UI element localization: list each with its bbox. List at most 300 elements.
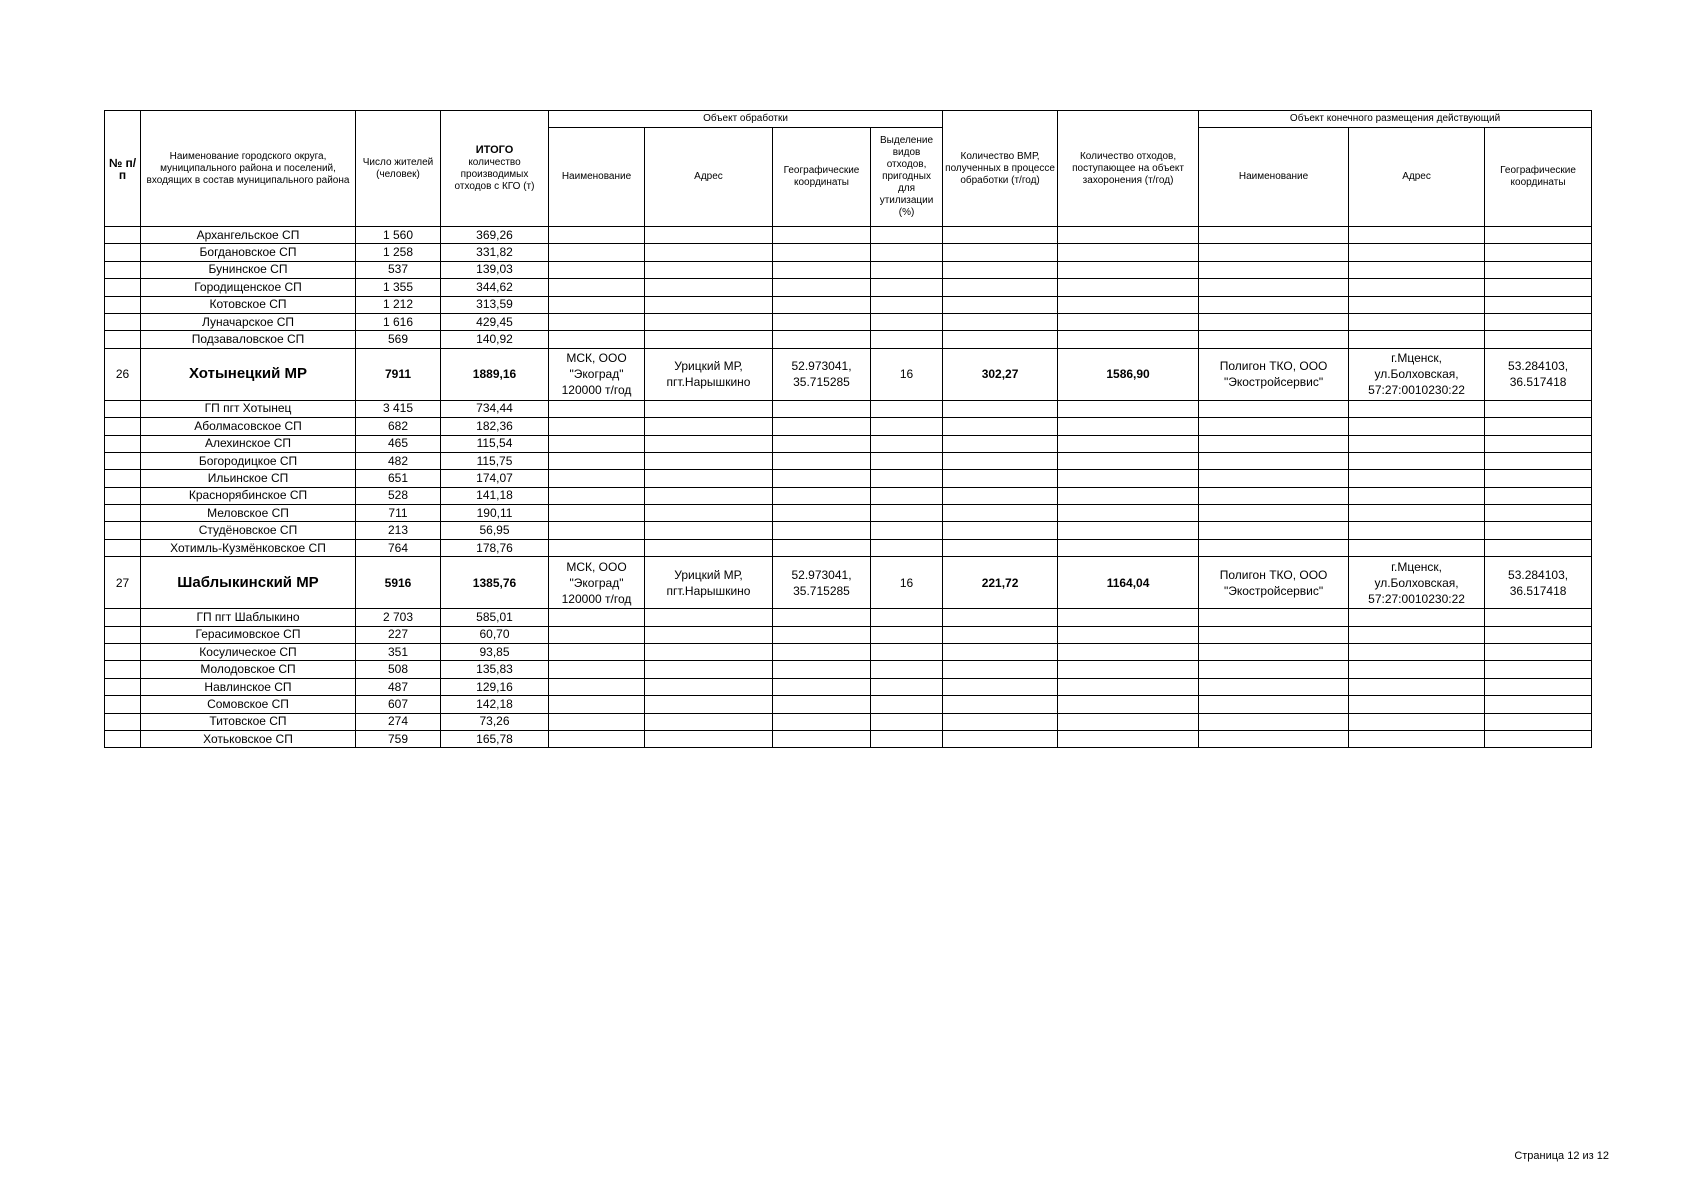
cell-separation xyxy=(871,661,943,678)
cell-proc-name xyxy=(549,244,645,261)
cell-total: 56,95 xyxy=(441,522,549,539)
cell-separation xyxy=(871,678,943,695)
cell-name: Шаблыкинский МР xyxy=(141,557,356,609)
cell-proc-geo xyxy=(773,244,871,261)
cell-proc-geo xyxy=(773,539,871,556)
cell-burial xyxy=(1058,505,1199,522)
cell-proc-addr xyxy=(645,522,773,539)
cell-total: 174,07 xyxy=(441,470,549,487)
cell-final-addr xyxy=(1349,227,1485,244)
cell-final-name xyxy=(1199,678,1349,695)
cell-final-geo xyxy=(1485,331,1592,348)
cell-final-geo xyxy=(1485,400,1592,417)
cell-final-name xyxy=(1199,539,1349,556)
cell-name: Ильинское СП xyxy=(141,470,356,487)
cell-proc-name xyxy=(549,539,645,556)
cell-final-geo xyxy=(1485,296,1592,313)
cell-burial xyxy=(1058,261,1199,278)
cell-final-addr xyxy=(1349,713,1485,730)
cell-total: 369,26 xyxy=(441,227,549,244)
cell-proc-name xyxy=(549,470,645,487)
cell-vmr xyxy=(943,505,1058,522)
cell-total: 734,44 xyxy=(441,400,549,417)
cell-proc-geo: 52.973041, 35.715285 xyxy=(773,348,871,400)
cell-name: Аболмасовское СП xyxy=(141,418,356,435)
cell-proc-geo xyxy=(773,626,871,643)
header-final-name: Наименование xyxy=(1199,128,1349,227)
cell-num xyxy=(105,487,141,504)
cell-proc-addr xyxy=(645,400,773,417)
cell-final-addr xyxy=(1349,331,1485,348)
cell-vmr xyxy=(943,539,1058,556)
cell-vmr xyxy=(943,452,1058,469)
cell-residents: 2 703 xyxy=(356,609,441,626)
cell-burial xyxy=(1058,313,1199,330)
cell-num xyxy=(105,730,141,747)
header-final-group: Объект конечного размещения действующий xyxy=(1199,111,1592,128)
cell-final-geo xyxy=(1485,678,1592,695)
table-row xyxy=(105,435,1592,452)
cell-vmr xyxy=(943,678,1058,695)
cell-separation xyxy=(871,730,943,747)
cell-burial xyxy=(1058,730,1199,747)
cell-proc-name xyxy=(549,487,645,504)
cell-num xyxy=(105,539,141,556)
cell-proc-addr xyxy=(645,539,773,556)
cell-separation xyxy=(871,644,943,661)
cell-num xyxy=(105,678,141,695)
cell-name: Алехинское СП xyxy=(141,435,356,452)
table-row xyxy=(105,400,1592,417)
cell-name: Хотынецкий МР xyxy=(141,348,356,400)
cell-final-addr xyxy=(1349,296,1485,313)
cell-final-geo: 53.284103, 36.517418 xyxy=(1485,557,1592,609)
cell-proc-addr xyxy=(645,313,773,330)
cell-vmr: 302,27 xyxy=(943,348,1058,400)
table-row xyxy=(105,644,1592,661)
cell-proc-geo xyxy=(773,313,871,330)
cell-burial xyxy=(1058,609,1199,626)
cell-final-name xyxy=(1199,730,1349,747)
cell-separation xyxy=(871,331,943,348)
cell-proc-geo xyxy=(773,331,871,348)
cell-num xyxy=(105,470,141,487)
cell-residents: 759 xyxy=(356,730,441,747)
cell-burial xyxy=(1058,418,1199,435)
cell-total: 585,01 xyxy=(441,609,549,626)
cell-proc-addr xyxy=(645,244,773,261)
cell-vmr xyxy=(943,713,1058,730)
cell-proc-addr xyxy=(645,227,773,244)
cell-final-geo xyxy=(1485,609,1592,626)
cell-residents: 764 xyxy=(356,539,441,556)
cell-burial xyxy=(1058,452,1199,469)
cell-separation xyxy=(871,470,943,487)
cell-proc-name xyxy=(549,522,645,539)
cell-separation xyxy=(871,244,943,261)
cell-residents: 465 xyxy=(356,435,441,452)
cell-num xyxy=(105,331,141,348)
cell-burial xyxy=(1058,713,1199,730)
cell-num xyxy=(105,609,141,626)
cell-proc-name xyxy=(549,400,645,417)
cell-final-geo xyxy=(1485,452,1592,469)
cell-total: 1385,76 xyxy=(441,557,549,609)
cell-proc-geo xyxy=(773,522,871,539)
cell-proc-addr xyxy=(645,678,773,695)
table-row xyxy=(105,626,1592,643)
cell-final-geo xyxy=(1485,696,1592,713)
cell-total: 1889,16 xyxy=(441,348,549,400)
cell-final-name xyxy=(1199,452,1349,469)
cell-num xyxy=(105,452,141,469)
cell-residents: 274 xyxy=(356,713,441,730)
cell-vmr xyxy=(943,435,1058,452)
cell-total: 165,78 xyxy=(441,730,549,747)
table-row xyxy=(105,522,1592,539)
cell-proc-geo xyxy=(773,279,871,296)
cell-proc-addr xyxy=(645,261,773,278)
table-row xyxy=(105,505,1592,522)
cell-burial xyxy=(1058,244,1199,261)
cell-total: 142,18 xyxy=(441,696,549,713)
cell-total: 139,03 xyxy=(441,261,549,278)
cell-residents: 7911 xyxy=(356,348,441,400)
cell-final-name xyxy=(1199,296,1349,313)
cell-burial xyxy=(1058,331,1199,348)
cell-num xyxy=(105,261,141,278)
cell-final-geo xyxy=(1485,470,1592,487)
cell-final-geo xyxy=(1485,244,1592,261)
cell-proc-geo xyxy=(773,505,871,522)
header-burial: Количество отходов, поступающее на объект захоронения (т/год) xyxy=(1058,111,1199,227)
cell-residents: 5916 xyxy=(356,557,441,609)
cell-proc-name xyxy=(549,644,645,661)
cell-vmr xyxy=(943,400,1058,417)
cell-final-name xyxy=(1199,487,1349,504)
cell-vmr xyxy=(943,313,1058,330)
cell-proc-name xyxy=(549,296,645,313)
cell-residents: 569 xyxy=(356,331,441,348)
cell-final-name xyxy=(1199,609,1349,626)
cell-final-geo xyxy=(1485,505,1592,522)
cell-vmr xyxy=(943,522,1058,539)
cell-residents: 1 560 xyxy=(356,227,441,244)
cell-final-name xyxy=(1199,418,1349,435)
cell-proc-geo xyxy=(773,696,871,713)
cell-final-addr xyxy=(1349,435,1485,452)
cell-final-addr xyxy=(1349,539,1485,556)
cell-burial xyxy=(1058,661,1199,678)
cell-name: Студёновское СП xyxy=(141,522,356,539)
cell-total: 93,85 xyxy=(441,644,549,661)
cell-proc-geo xyxy=(773,435,871,452)
cell-burial xyxy=(1058,626,1199,643)
cell-burial xyxy=(1058,227,1199,244)
table-row xyxy=(105,313,1592,330)
cell-proc-name xyxy=(549,661,645,678)
cell-final-name xyxy=(1199,626,1349,643)
cell-vmr xyxy=(943,279,1058,296)
header-proc-addr: Адрес xyxy=(645,128,773,227)
cell-total: 135,83 xyxy=(441,661,549,678)
cell-name: Навлинское СП xyxy=(141,678,356,695)
table-row xyxy=(105,696,1592,713)
cell-separation xyxy=(871,626,943,643)
cell-num xyxy=(105,279,141,296)
cell-name: Богдановское СП xyxy=(141,244,356,261)
cell-final-addr xyxy=(1349,418,1485,435)
cell-final-geo xyxy=(1485,713,1592,730)
cell-residents: 1 212 xyxy=(356,296,441,313)
cell-final-geo xyxy=(1485,522,1592,539)
cell-separation xyxy=(871,418,943,435)
cell-final-addr xyxy=(1349,730,1485,747)
cell-final-addr xyxy=(1349,400,1485,417)
cell-final-name xyxy=(1199,313,1349,330)
cell-proc-name xyxy=(549,227,645,244)
cell-final-name xyxy=(1199,522,1349,539)
cell-name: Хотьковское СП xyxy=(141,730,356,747)
cell-final-geo xyxy=(1485,227,1592,244)
cell-total: 115,54 xyxy=(441,435,549,452)
cell-name: Меловское СП xyxy=(141,505,356,522)
table-row xyxy=(105,678,1592,695)
cell-residents: 607 xyxy=(356,696,441,713)
cell-burial xyxy=(1058,539,1199,556)
cell-final-addr xyxy=(1349,626,1485,643)
cell-proc-geo xyxy=(773,713,871,730)
header-processing-group: Объект обработки xyxy=(549,111,943,128)
cell-residents: 682 xyxy=(356,418,441,435)
cell-name: Бунинское СП xyxy=(141,261,356,278)
cell-separation: 16 xyxy=(871,557,943,609)
cell-vmr xyxy=(943,730,1058,747)
cell-proc-geo xyxy=(773,296,871,313)
cell-name: Молодовское СП xyxy=(141,661,356,678)
cell-proc-geo: 52.973041, 35.715285 xyxy=(773,557,871,609)
cell-proc-geo xyxy=(773,452,871,469)
cell-total: 429,45 xyxy=(441,313,549,330)
cell-final-addr xyxy=(1349,470,1485,487)
header-final-geo: Географические координаты xyxy=(1485,128,1592,227)
table-row xyxy=(105,730,1592,747)
cell-final-geo xyxy=(1485,279,1592,296)
cell-final-addr xyxy=(1349,452,1485,469)
cell-name: ГП пгт Шаблыкино xyxy=(141,609,356,626)
cell-final-geo xyxy=(1485,539,1592,556)
header-separation: Выделение видов отходов, пригодных для утилизации (%) xyxy=(871,128,943,227)
cell-separation xyxy=(871,713,943,730)
cell-final-geo xyxy=(1485,661,1592,678)
cell-final-name xyxy=(1199,331,1349,348)
cell-num xyxy=(105,626,141,643)
table-row xyxy=(105,279,1592,296)
cell-final-geo xyxy=(1485,435,1592,452)
table-row xyxy=(105,539,1592,556)
cell-final-name: Полигон ТКО, ООО "Экостройсервис" xyxy=(1199,557,1349,609)
cell-final-addr xyxy=(1349,644,1485,661)
cell-residents: 1 616 xyxy=(356,313,441,330)
cell-name: Городищенское СП xyxy=(141,279,356,296)
cell-total: 60,70 xyxy=(441,626,549,643)
cell-proc-name xyxy=(549,331,645,348)
table-row xyxy=(105,713,1592,730)
cell-proc-addr xyxy=(645,418,773,435)
cell-total: 190,11 xyxy=(441,505,549,522)
cell-vmr xyxy=(943,244,1058,261)
cell-separation xyxy=(871,505,943,522)
cell-total: 140,92 xyxy=(441,331,549,348)
cell-proc-addr xyxy=(645,644,773,661)
cell-burial xyxy=(1058,470,1199,487)
cell-name: Луначарское СП xyxy=(141,313,356,330)
page-footer: Страница 12 из 12 xyxy=(1514,1150,1609,1162)
cell-residents: 537 xyxy=(356,261,441,278)
cell-vmr xyxy=(943,227,1058,244)
cell-vmr xyxy=(943,626,1058,643)
cell-final-addr xyxy=(1349,696,1485,713)
cell-proc-addr: Урицкий МР, пгт.Нарышкино xyxy=(645,348,773,400)
cell-vmr: 221,72 xyxy=(943,557,1058,609)
cell-proc-addr xyxy=(645,661,773,678)
cell-proc-name xyxy=(549,452,645,469)
cell-total: 73,26 xyxy=(441,713,549,730)
table-row xyxy=(105,244,1592,261)
table-row xyxy=(105,331,1592,348)
cell-separation xyxy=(871,435,943,452)
cell-name: Хотимль-Кузмёнковское СП xyxy=(141,539,356,556)
cell-proc-name xyxy=(549,678,645,695)
table-row xyxy=(105,261,1592,278)
cell-final-geo xyxy=(1485,644,1592,661)
table-row xyxy=(105,452,1592,469)
cell-num xyxy=(105,713,141,730)
cell-final-addr xyxy=(1349,313,1485,330)
table-row xyxy=(105,487,1592,504)
cell-proc-addr xyxy=(645,296,773,313)
cell-num xyxy=(105,400,141,417)
cell-final-addr xyxy=(1349,678,1485,695)
cell-proc-name xyxy=(549,730,645,747)
cell-burial xyxy=(1058,296,1199,313)
cell-num xyxy=(105,313,141,330)
cell-proc-geo xyxy=(773,470,871,487)
cell-total: 182,36 xyxy=(441,418,549,435)
cell-proc-addr xyxy=(645,331,773,348)
cell-proc-geo xyxy=(773,261,871,278)
cell-proc-addr xyxy=(645,452,773,469)
cell-num xyxy=(105,227,141,244)
cell-final-addr: г.Мценск, ул.Болховская, 57:27:0010230:22 xyxy=(1349,557,1485,609)
cell-residents: 482 xyxy=(356,452,441,469)
cell-separation xyxy=(871,487,943,504)
cell-proc-name: МСК, ООО "Экоград" 120000 т/год xyxy=(549,348,645,400)
cell-residents: 487 xyxy=(356,678,441,695)
cell-burial xyxy=(1058,400,1199,417)
cell-proc-name: МСК, ООО "Экоград" 120000 т/год xyxy=(549,557,645,609)
header-final-addr: Адрес xyxy=(1349,128,1485,227)
cell-final-addr xyxy=(1349,279,1485,296)
header-num: № п/п xyxy=(105,111,141,227)
cell-separation xyxy=(871,296,943,313)
cell-proc-addr xyxy=(645,505,773,522)
cell-name: Титовское СП xyxy=(141,713,356,730)
cell-name: Архангельское СП xyxy=(141,227,356,244)
cell-final-geo xyxy=(1485,261,1592,278)
cell-final-name xyxy=(1199,244,1349,261)
cell-final-name xyxy=(1199,713,1349,730)
cell-num xyxy=(105,522,141,539)
cell-total: 331,82 xyxy=(441,244,549,261)
district-row xyxy=(105,557,1592,609)
cell-vmr xyxy=(943,261,1058,278)
cell-name: Герасимовское СП xyxy=(141,626,356,643)
header-name: Наименование городского округа, муниципального района и поселений, входящих в состав муниципального района xyxy=(141,111,356,227)
cell-proc-name xyxy=(549,696,645,713)
cell-num xyxy=(105,661,141,678)
cell-proc-name xyxy=(549,435,645,452)
cell-proc-addr xyxy=(645,470,773,487)
cell-proc-addr xyxy=(645,730,773,747)
cell-proc-addr xyxy=(645,435,773,452)
cell-final-addr xyxy=(1349,609,1485,626)
cell-residents: 711 xyxy=(356,505,441,522)
cell-final-geo xyxy=(1485,730,1592,747)
cell-separation xyxy=(871,227,943,244)
cell-num: 26 xyxy=(105,348,141,400)
cell-final-addr xyxy=(1349,244,1485,261)
cell-total: 141,18 xyxy=(441,487,549,504)
cell-vmr xyxy=(943,418,1058,435)
cell-burial xyxy=(1058,279,1199,296)
cell-num xyxy=(105,435,141,452)
cell-vmr xyxy=(943,331,1058,348)
cell-separation xyxy=(871,539,943,556)
cell-burial xyxy=(1058,678,1199,695)
cell-residents: 227 xyxy=(356,626,441,643)
cell-name: Краснорябинское СП xyxy=(141,487,356,504)
cell-name: Косулическое СП xyxy=(141,644,356,661)
cell-final-addr xyxy=(1349,505,1485,522)
cell-residents: 528 xyxy=(356,487,441,504)
district-row xyxy=(105,348,1592,400)
cell-final-name xyxy=(1199,279,1349,296)
cell-vmr xyxy=(943,487,1058,504)
cell-residents: 213 xyxy=(356,522,441,539)
cell-burial: 1586,90 xyxy=(1058,348,1199,400)
cell-separation xyxy=(871,452,943,469)
cell-burial xyxy=(1058,487,1199,504)
cell-separation xyxy=(871,279,943,296)
cell-total: 178,76 xyxy=(441,539,549,556)
cell-separation: 16 xyxy=(871,348,943,400)
cell-proc-geo xyxy=(773,678,871,695)
cell-proc-addr xyxy=(645,609,773,626)
cell-total: 115,75 xyxy=(441,452,549,469)
cell-separation xyxy=(871,522,943,539)
cell-final-name: Полигон ТКО, ООО "Экостройсервис" xyxy=(1199,348,1349,400)
cell-final-name xyxy=(1199,644,1349,661)
cell-proc-name xyxy=(549,713,645,730)
cell-burial xyxy=(1058,435,1199,452)
cell-vmr xyxy=(943,296,1058,313)
cell-proc-addr xyxy=(645,487,773,504)
cell-burial: 1164,04 xyxy=(1058,557,1199,609)
cell-final-name xyxy=(1199,696,1349,713)
cell-final-addr: г.Мценск, ул.Болховская, 57:27:0010230:22 xyxy=(1349,348,1485,400)
cell-separation xyxy=(871,313,943,330)
